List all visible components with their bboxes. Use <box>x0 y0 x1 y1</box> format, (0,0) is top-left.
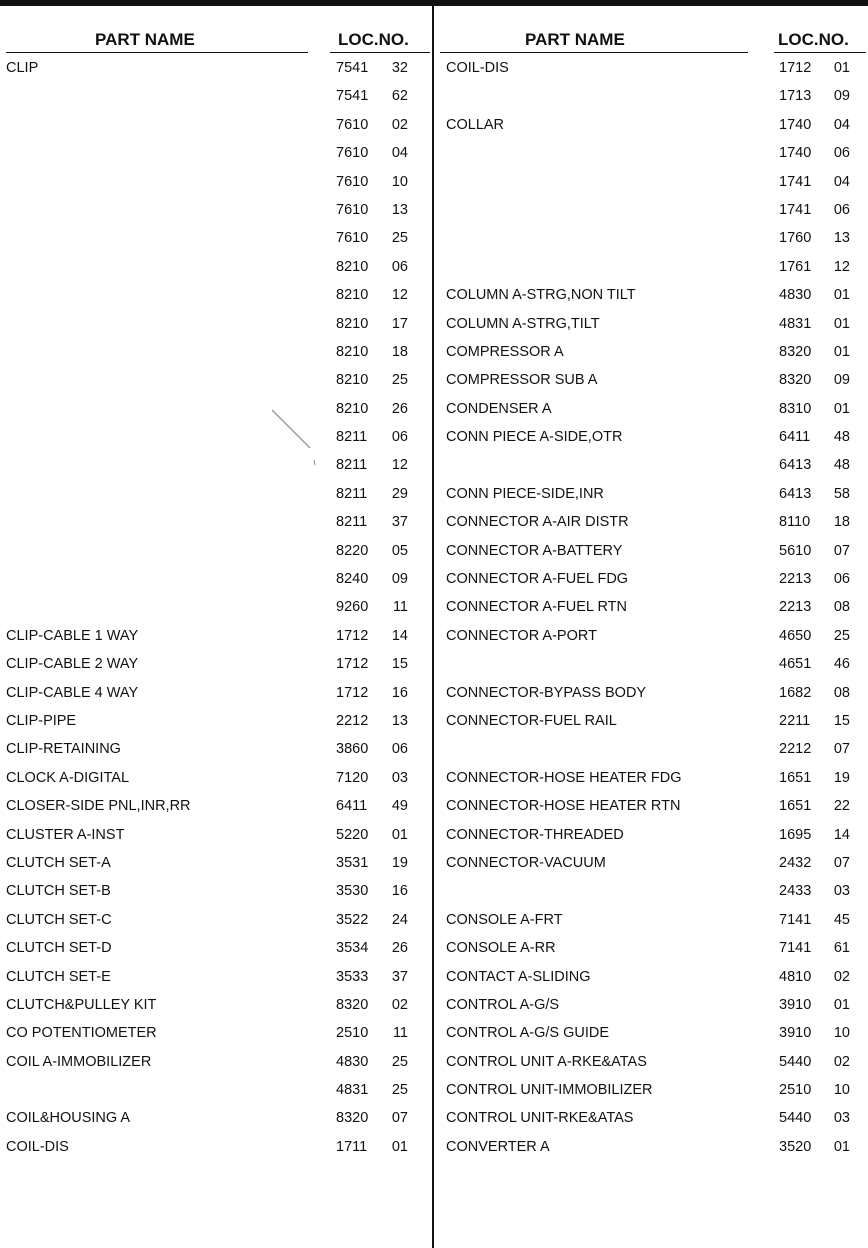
loc-number-cell: 4831 <box>336 1082 369 1099</box>
table-row <box>434 226 868 254</box>
table-row <box>0 595 432 623</box>
loc-number-cell: 7541 <box>336 88 369 105</box>
table-row <box>0 908 432 936</box>
table-row <box>0 652 432 680</box>
loc-sub-number-cell: 18 <box>391 343 408 360</box>
loc-sub-number-cell: 07 <box>833 741 850 758</box>
loc-sub-number-cell: 14 <box>391 627 408 644</box>
header-underline <box>774 52 866 53</box>
loc-number-cell: 3522 <box>336 911 369 928</box>
part-name-header: PART NAME <box>95 30 195 49</box>
loc-sub-number-cell: 11 <box>392 599 408 616</box>
table-row <box>0 255 432 283</box>
table-row <box>0 766 432 794</box>
loc-number-cell: 1760 <box>779 230 812 247</box>
part-name-cell: CONNECTOR-THREADED <box>446 826 624 843</box>
table-row <box>0 510 432 538</box>
header-underline <box>6 52 308 53</box>
loc-sub-number-cell: 49 <box>391 798 408 815</box>
loc-sub-number-cell: 04 <box>833 173 850 190</box>
table-row <box>434 879 868 907</box>
loc-number-cell: 6411 <box>779 429 811 446</box>
loc-sub-number-cell: 37 <box>391 514 408 531</box>
loc-sub-number-cell: 48 <box>833 429 850 446</box>
loc-number-cell: 8310 <box>779 400 812 417</box>
loc-number-cell: 2211 <box>779 712 811 729</box>
loc-number-cell: 1740 <box>779 116 812 133</box>
table-row <box>434 993 868 1021</box>
table-row <box>0 482 432 510</box>
part-name-cell: COIL-DIS <box>6 1138 69 1155</box>
loc-sub-number-cell: 18 <box>833 514 850 531</box>
table-row <box>434 1050 868 1078</box>
part-name-cell: COLUMN A-STRG,TILT <box>446 315 600 332</box>
loc-number-cell: 2212 <box>336 712 369 729</box>
loc-sub-number-cell: 25 <box>391 1082 408 1099</box>
loc-number-cell: 1712 <box>336 684 369 701</box>
loc-sub-number-cell: 06 <box>833 145 850 162</box>
loc-number-cell: 3910 <box>779 996 812 1013</box>
header-underline <box>440 52 748 53</box>
loc-sub-number-cell: 01 <box>833 315 850 332</box>
loc-number-cell: 3860 <box>336 741 369 758</box>
loc-number-cell: 4651 <box>779 656 812 673</box>
part-name-cell: CLUTCH&PULLEY KIT <box>6 996 157 1013</box>
table-row <box>0 737 432 765</box>
loc-number-cell: 7610 <box>336 145 369 162</box>
loc-number-cell: 6413 <box>779 485 812 502</box>
part-name-cell: CONNECTOR A-FUEL RTN <box>446 599 628 616</box>
part-name-cell: CONTROL A-G/S <box>446 996 560 1013</box>
loc-sub-number-cell: 09 <box>833 372 850 389</box>
part-name-cell: CONN PIECE-SIDE,INR <box>446 485 604 502</box>
part-name-cell: COLLAR <box>446 116 505 133</box>
loc-sub-number-cell: 01 <box>833 996 850 1013</box>
table-row <box>434 368 868 396</box>
loc-sub-number-cell: 13 <box>391 201 408 218</box>
loc-sub-number-cell: 14 <box>833 826 850 843</box>
loc-sub-number-cell: 01 <box>833 60 850 76</box>
loc-sub-number-cell: 15 <box>391 656 408 673</box>
loc-number-cell: 4830 <box>779 287 812 304</box>
loc-number-cell: 2510 <box>779 1082 812 1099</box>
part-name-cell: CLUTCH SET-C <box>6 911 112 928</box>
loc-number-cell: 7141 <box>779 911 812 928</box>
table-row <box>434 1078 868 1106</box>
loc-sub-number-cell: 29 <box>391 485 408 502</box>
table-row <box>434 652 868 680</box>
loc-sub-number-cell: 03 <box>391 769 408 786</box>
table-row <box>0 851 432 879</box>
table-row <box>0 453 432 481</box>
loc-number-cell: 8211 <box>336 514 368 531</box>
loc-sub-number-cell: 15 <box>833 712 850 729</box>
loc-number-cell: 7610 <box>336 173 369 190</box>
table-row <box>0 1021 432 1049</box>
loc-sub-number-cell: 02 <box>833 1053 850 1070</box>
loc-sub-number-cell: 26 <box>391 400 408 417</box>
table-row <box>0 709 432 737</box>
loc-number-cell: 8211 <box>336 485 368 502</box>
loc-sub-number-cell: 19 <box>833 769 850 786</box>
table-row <box>434 453 868 481</box>
loc-sub-number-cell: 16 <box>391 883 408 900</box>
loc-sub-number-cell: 06 <box>833 571 850 588</box>
table-row <box>434 681 868 709</box>
loc-number-cell: 8220 <box>336 542 369 559</box>
table-row <box>434 1135 868 1163</box>
loc-number-cell: 8210 <box>336 287 369 304</box>
right-column <box>434 0 868 1155</box>
table-row <box>0 312 432 340</box>
loc-sub-number-cell: 02 <box>391 996 408 1013</box>
part-name-cell: CLUTCH SET-E <box>6 968 111 985</box>
table-row <box>434 340 868 368</box>
loc-number-cell: 7120 <box>336 769 369 786</box>
loc-sub-number-cell: 25 <box>391 230 408 247</box>
loc-number-cell: 8110 <box>779 514 811 531</box>
loc-number-cell: 9260 <box>336 599 369 616</box>
loc-sub-number-cell: 62 <box>391 88 408 105</box>
part-name-cell: CONNECTOR A-PORT <box>446 627 597 644</box>
part-name-cell: CONTROL UNIT-IMMOBILIZER <box>446 1082 653 1099</box>
table-row <box>0 113 432 141</box>
part-name-cell: CONNECTOR A-BATTERY <box>446 542 623 559</box>
loc-number-cell: 4831 <box>779 315 812 332</box>
table-row <box>434 766 868 794</box>
part-name-cell: CLIP-CABLE 4 WAY <box>6 684 139 701</box>
part-name-cell: CONN PIECE A-SIDE,OTR <box>446 429 623 446</box>
loc-number-cell: 7610 <box>336 116 369 133</box>
table-row <box>434 510 868 538</box>
loc-number-cell: 5220 <box>336 826 369 843</box>
table-row <box>0 56 432 84</box>
pencil-mark <box>270 408 316 466</box>
loc-sub-number-cell: 03 <box>833 883 850 900</box>
loc-number-cell: 8320 <box>336 996 369 1013</box>
loc-no-header: LOC.NO. <box>778 30 849 49</box>
loc-number-cell: 3520 <box>779 1138 812 1155</box>
loc-sub-number-cell: 01 <box>833 343 850 360</box>
table-row <box>0 425 432 453</box>
table-row <box>0 226 432 254</box>
table-row <box>434 56 868 84</box>
table-row <box>0 794 432 822</box>
loc-no-header: LOC.NO. <box>338 30 409 49</box>
table-row <box>434 936 868 964</box>
table-row <box>434 823 868 851</box>
part-name-cell: CONNECTOR-HOSE HEATER FDG <box>446 769 682 786</box>
loc-sub-number-cell: 04 <box>833 116 850 133</box>
part-name-cell: CO POTENTIOMETER <box>6 1025 157 1042</box>
loc-number-cell: 2510 <box>336 1025 369 1042</box>
part-name-cell: COIL&HOUSING A <box>6 1110 131 1127</box>
loc-sub-number-cell: 17 <box>391 315 408 332</box>
loc-sub-number-cell: 01 <box>391 1138 408 1155</box>
part-name-cell: CONNECTOR-FUEL RAIL <box>446 712 617 729</box>
part-name-cell: CLOSER-SIDE PNL,INR,RR <box>6 798 191 815</box>
loc-number-cell: 8320 <box>779 372 812 389</box>
loc-sub-number-cell: 10 <box>833 1025 850 1042</box>
loc-sub-number-cell: 32 <box>391 60 408 76</box>
part-name-cell: CONTROL UNIT-RKE&ATAS <box>446 1110 634 1127</box>
loc-number-cell: 1761 <box>779 258 812 275</box>
table-row <box>0 198 432 226</box>
loc-number-cell: 7610 <box>336 201 369 218</box>
table-row <box>434 1106 868 1134</box>
table-row <box>0 397 432 425</box>
loc-number-cell: 8240 <box>336 571 369 588</box>
table-row <box>0 141 432 169</box>
loc-sub-number-cell: 26 <box>391 940 408 957</box>
loc-sub-number-cell: 45 <box>833 911 850 928</box>
loc-number-cell: 1741 <box>779 173 812 190</box>
table-row <box>434 397 868 425</box>
part-name-cell: CONTROL A-G/S GUIDE <box>446 1025 610 1042</box>
part-name-cell: CLUTCH SET-A <box>6 854 111 871</box>
loc-number-cell: 7610 <box>336 230 369 247</box>
loc-sub-number-cell: 22 <box>833 798 850 815</box>
table-row <box>434 482 868 510</box>
table-row <box>434 425 868 453</box>
loc-sub-number-cell: 08 <box>833 684 850 701</box>
table-row <box>434 113 868 141</box>
loc-sub-number-cell: 11 <box>392 1025 408 1042</box>
loc-number-cell: 5440 <box>779 1053 812 1070</box>
loc-sub-number-cell: 07 <box>833 542 850 559</box>
loc-number-cell: 8211 <box>336 429 368 446</box>
left-rows <box>0 56 432 1163</box>
part-name-cell: COLUMN A-STRG,NON TILT <box>446 287 636 304</box>
table-row <box>0 340 432 368</box>
loc-sub-number-cell: 01 <box>833 1138 850 1155</box>
table-row <box>434 283 868 311</box>
loc-number-cell: 8211 <box>336 457 368 474</box>
table-row <box>0 539 432 567</box>
right-rows <box>434 56 868 1163</box>
table-row <box>0 1106 432 1134</box>
left-column <box>0 0 432 1155</box>
loc-number-cell: 1712 <box>779 60 812 76</box>
loc-sub-number-cell: 46 <box>833 656 850 673</box>
table-row <box>0 624 432 652</box>
table-row <box>0 681 432 709</box>
loc-number-cell: 2212 <box>779 741 812 758</box>
table-row <box>434 312 868 340</box>
table-row <box>0 823 432 851</box>
part-name-cell: CONNECTOR-HOSE HEATER RTN <box>446 798 681 815</box>
loc-number-cell: 3530 <box>336 883 369 900</box>
part-name-cell: CONNECTOR A-AIR DISTR <box>446 514 629 531</box>
loc-sub-number-cell: 12 <box>391 457 408 474</box>
part-name-cell: CLIP-RETAINING <box>6 741 121 758</box>
part-name-cell: COIL-DIS <box>446 60 509 76</box>
loc-sub-number-cell: 09 <box>833 88 850 105</box>
table-row <box>0 84 432 112</box>
loc-sub-number-cell: 37 <box>391 968 408 985</box>
loc-number-cell: 7541 <box>336 60 369 76</box>
table-row <box>434 624 868 652</box>
part-name-cell: CONTACT A-SLIDING <box>446 968 591 985</box>
loc-number-cell: 8320 <box>336 1110 369 1127</box>
table-row <box>434 737 868 765</box>
loc-sub-number-cell: 06 <box>391 741 408 758</box>
table-row <box>434 198 868 226</box>
part-name-cell: CONSOLE A-FRT <box>446 911 563 928</box>
loc-sub-number-cell: 09 <box>391 571 408 588</box>
loc-number-cell: 1682 <box>779 684 812 701</box>
loc-sub-number-cell: 58 <box>833 485 850 502</box>
loc-number-cell: 3910 <box>779 1025 812 1042</box>
loc-sub-number-cell: 10 <box>833 1082 850 1099</box>
loc-number-cell: 1651 <box>779 769 812 786</box>
loc-number-cell: 1740 <box>779 145 812 162</box>
header-underline <box>330 52 430 53</box>
loc-number-cell: 8210 <box>336 258 369 275</box>
loc-number-cell: 8210 <box>336 315 369 332</box>
loc-number-cell: 4830 <box>336 1053 369 1070</box>
loc-sub-number-cell: 24 <box>391 911 408 928</box>
table-row <box>0 879 432 907</box>
loc-sub-number-cell: 61 <box>833 940 850 957</box>
loc-number-cell: 5610 <box>779 542 812 559</box>
loc-sub-number-cell: 25 <box>833 627 850 644</box>
loc-number-cell: 1713 <box>779 88 812 105</box>
part-name-cell: CONNECTOR-VACUUM <box>446 854 606 871</box>
part-name-cell: CLIP-PIPE <box>6 712 77 729</box>
loc-number-cell: 3534 <box>336 940 369 957</box>
table-row <box>434 141 868 169</box>
table-row <box>0 1050 432 1078</box>
loc-number-cell: 5440 <box>779 1110 812 1127</box>
part-name-cell: CLUTCH SET-D <box>6 940 112 957</box>
loc-sub-number-cell: 05 <box>391 542 408 559</box>
table-row <box>0 993 432 1021</box>
table-row <box>0 368 432 396</box>
table-row <box>434 965 868 993</box>
loc-sub-number-cell: 12 <box>833 258 850 275</box>
table-row <box>0 567 432 595</box>
table-row <box>0 1078 432 1106</box>
part-name-cell: CONVERTER A <box>446 1138 550 1155</box>
loc-number-cell: 1712 <box>336 627 369 644</box>
loc-number-cell: 7141 <box>779 940 812 957</box>
loc-number-cell: 1712 <box>336 656 369 673</box>
loc-number-cell: 6411 <box>336 798 368 815</box>
loc-sub-number-cell: 01 <box>833 287 850 304</box>
loc-sub-number-cell: 06 <box>391 429 408 446</box>
table-row <box>434 539 868 567</box>
right-header <box>434 0 868 48</box>
loc-sub-number-cell: 06 <box>391 258 408 275</box>
part-name-cell: COMPRESSOR SUB A <box>446 372 598 389</box>
loc-sub-number-cell: 07 <box>833 854 850 871</box>
loc-sub-number-cell: 16 <box>391 684 408 701</box>
loc-number-cell: 1711 <box>336 1138 368 1155</box>
part-name-cell: CONNECTOR-BYPASS BODY <box>446 684 647 701</box>
loc-number-cell: 2433 <box>779 883 812 900</box>
loc-number-cell: 3531 <box>336 854 369 871</box>
loc-sub-number-cell: 04 <box>391 145 408 162</box>
loc-number-cell: 8210 <box>336 343 369 360</box>
table-row <box>434 170 868 198</box>
loc-sub-number-cell: 25 <box>391 1053 408 1070</box>
loc-sub-number-cell: 01 <box>833 400 850 417</box>
part-name-cell: CONNECTOR A-FUEL FDG <box>446 571 629 588</box>
part-name-cell: COMPRESSOR A <box>446 343 564 360</box>
loc-sub-number-cell: 06 <box>833 201 850 218</box>
loc-number-cell: 1741 <box>779 201 812 218</box>
part-name-cell: COIL A-IMMOBILIZER <box>6 1053 152 1070</box>
table-row <box>0 1135 432 1163</box>
loc-number-cell: 2213 <box>779 571 812 588</box>
loc-number-cell: 8320 <box>779 343 812 360</box>
loc-sub-number-cell: 08 <box>833 599 850 616</box>
table-row <box>0 965 432 993</box>
loc-sub-number-cell: 02 <box>391 116 408 133</box>
loc-sub-number-cell: 48 <box>833 457 850 474</box>
loc-number-cell: 6413 <box>779 457 812 474</box>
loc-number-cell: 1651 <box>779 798 812 815</box>
table-row <box>434 567 868 595</box>
loc-number-cell: 3533 <box>336 968 369 985</box>
table-row <box>0 283 432 311</box>
table-row <box>434 794 868 822</box>
part-name-cell: CLOCK A-DIGITAL <box>6 769 130 786</box>
table-row <box>434 709 868 737</box>
loc-sub-number-cell: 25 <box>391 372 408 389</box>
table-row <box>0 936 432 964</box>
loc-sub-number-cell: 03 <box>833 1110 850 1127</box>
part-name-header: PART NAME <box>525 30 625 49</box>
loc-number-cell: 2213 <box>779 599 812 616</box>
loc-sub-number-cell: 07 <box>391 1110 408 1127</box>
loc-sub-number-cell: 12 <box>391 287 408 304</box>
loc-number-cell: 8210 <box>336 372 369 389</box>
part-name-cell: CLUTCH SET-B <box>6 883 111 900</box>
loc-sub-number-cell: 13 <box>833 230 850 247</box>
part-name-cell: CLUSTER A-INST <box>6 826 125 843</box>
loc-sub-number-cell: 10 <box>391 173 408 190</box>
loc-sub-number-cell: 19 <box>391 854 408 871</box>
left-header <box>0 0 432 48</box>
loc-sub-number-cell: 13 <box>391 712 408 729</box>
table-row <box>0 170 432 198</box>
loc-number-cell: 2432 <box>779 854 812 871</box>
loc-number-cell: 8210 <box>336 400 369 417</box>
table-row <box>434 1021 868 1049</box>
part-name-cell: CONDENSER A <box>446 400 552 417</box>
part-name-cell: CONSOLE A-RR <box>446 940 556 957</box>
part-name-cell: CLIP <box>6 60 39 76</box>
table-row <box>434 595 868 623</box>
part-name-cell: CLIP-CABLE 1 WAY <box>6 627 139 644</box>
loc-number-cell: 1695 <box>779 826 812 843</box>
loc-number-cell: 4650 <box>779 627 812 644</box>
loc-sub-number-cell: 02 <box>833 968 850 985</box>
table-row <box>434 908 868 936</box>
table-row <box>434 851 868 879</box>
part-name-cell: CLIP-CABLE 2 WAY <box>6 656 139 673</box>
table-row <box>434 84 868 112</box>
loc-number-cell: 4810 <box>779 968 812 985</box>
table-row <box>434 255 868 283</box>
part-name-cell: CONTROL UNIT A-RKE&ATAS <box>446 1053 647 1070</box>
loc-sub-number-cell: 01 <box>391 826 408 843</box>
